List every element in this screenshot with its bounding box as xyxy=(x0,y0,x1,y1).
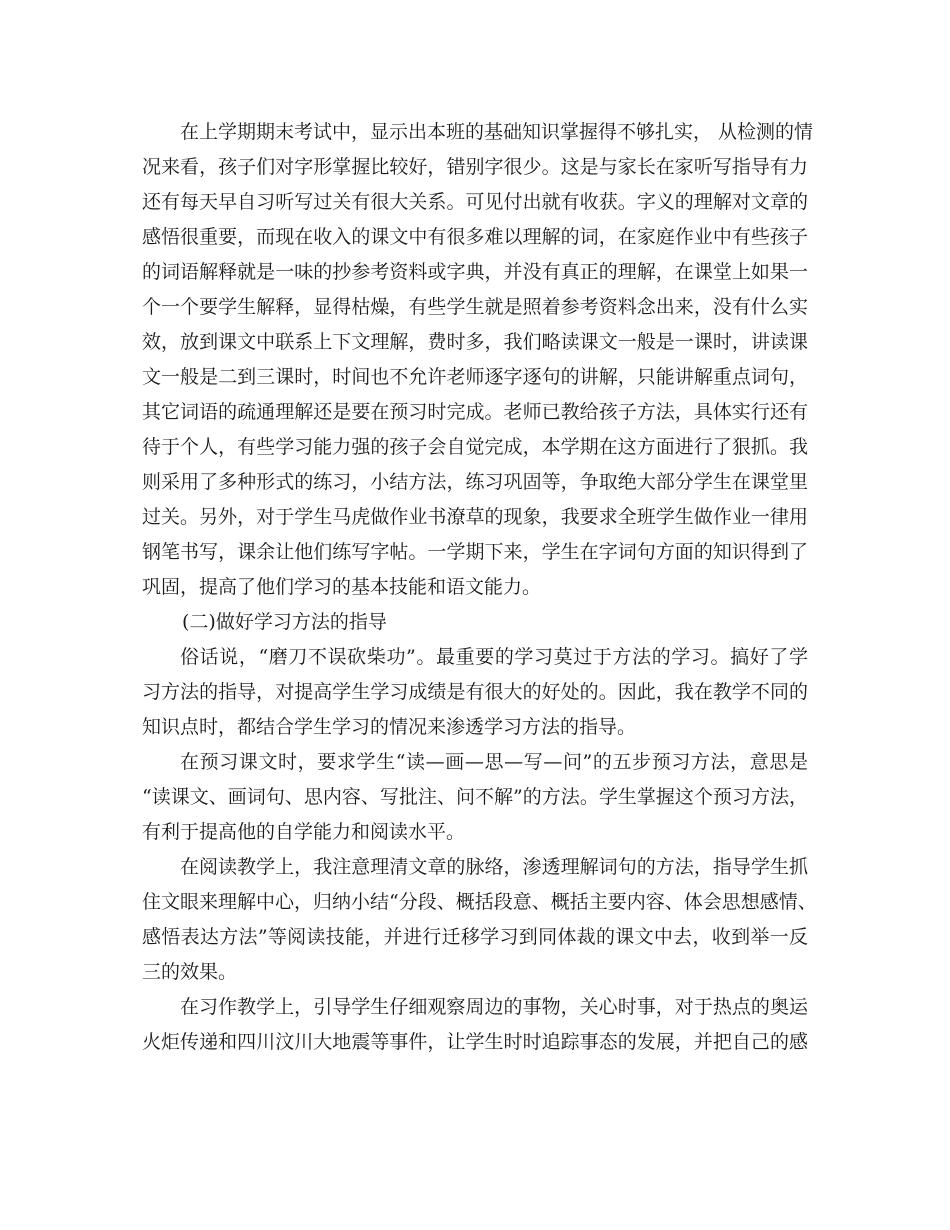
text-line: 效，放到课文中联系上下文理解，费时多，我们略读课文一般是一课时，讲读课 xyxy=(142,331,808,353)
text-line: 感悟表达方法”等阅读技能，并进行迁移学习到同体裁的课文中去，收到举一反 xyxy=(142,926,808,948)
text-line: 过关。另外，对于学生马虎做作业书潦草的现象，我要求全班学生做作业一律用 xyxy=(142,506,808,528)
paragraph xyxy=(142,990,808,1060)
paragraph xyxy=(142,640,808,745)
text-line: 则采用了多种形式的练习，小结方法，练习巩固等，争取绝大部分学生在课堂里 xyxy=(142,471,808,493)
text-line: 况来看，孩子们对字形掌握比较好，错别字很少。这是与家长在家听写指导有力 xyxy=(142,156,808,178)
text-line: 习方法的指导，对提高学生学习成绩是有很大的好处的。因此，我在教学不同的 xyxy=(142,681,808,703)
text-line: “读课文、画词句、思内容、写批注、问不解”的方法。学生掌握这个预习方法， xyxy=(142,786,808,808)
text-line: 巩固，提高了他们学习的基本技能和语文能力。 xyxy=(142,576,542,598)
section-heading xyxy=(142,605,808,640)
text-line: 的词语解释就是一味的抄参考资料或字典，并没有真正的理解，在课堂上如果一 xyxy=(142,261,808,283)
text-line: 火炬传递和四川汶川大地震等事件，让学生时时追踪事态的发展，并把自己的感 xyxy=(142,1031,808,1053)
paragraph xyxy=(142,850,817,990)
text-line: 住文眼来理解中心，归纳小结“分段、概括段意、概括主要内容、体会思想感情、 xyxy=(142,891,817,913)
text-line: 在习作教学上，引导学生仔细观察周边的事物，关心时事，对于热点的奥运 xyxy=(180,996,808,1018)
text-line: 在预习课文时，要求学生“读—画—思—写—问”的五步预习方法，意思是 xyxy=(180,751,808,773)
text-line: 待于个人，有些学习能力强的孩子会自觉完成，本学期在这方面进行了狠抓。我 xyxy=(142,436,808,458)
text-line: 其它词语的疏通理解还是要在预习时完成。老师已教给孩子方法，具体实行还有 xyxy=(142,401,808,423)
document-body xyxy=(142,115,817,1060)
paragraph xyxy=(142,745,808,850)
text-line: 钢笔书写，课余让他们练写字帖。一学期下来，学生在字词句方面的知识得到了 xyxy=(142,541,808,563)
text-line: 文一般是二到三课时，时间也不允许老师逐字逐句的讲解，只能讲解重点词句， xyxy=(142,366,808,388)
text-line: 个一个要学生解释，显得枯燥，有些学生就是照着参考资料念出来，没有什么实 xyxy=(142,296,808,318)
paragraph xyxy=(142,115,814,605)
heading-line: (二)做好学习方法的指导 xyxy=(182,611,387,633)
text-line: 俗话说，“磨刀不误砍柴功”。最重要的学习莫过于方法的学习。搞好了学 xyxy=(180,646,808,668)
text-line: 三的效果。 xyxy=(142,961,238,983)
text-line: 在上学期期末考试中，显示出本班的基础知识掌握得不够扎实， 从检测的情 xyxy=(180,121,814,143)
text-line: 知识点时，都结合学生学习的情况来渗透学习方法的指导。 xyxy=(142,716,637,738)
text-line: 在阅读教学上，我注意理清文章的脉络，渗透理解词句的方法，指导学生抓 xyxy=(180,856,808,878)
text-line: 有利于提高他的自学能力和阅读水平。 xyxy=(142,821,466,843)
text-line: 还有每天早自习听写过关有很大关系。可见付出就有收获。字义的理解对文章的 xyxy=(142,191,808,213)
text-line: 感悟很重要，而现在收入的课文中有很多难以理解的词，在家庭作业中有些孩子 xyxy=(142,226,808,248)
